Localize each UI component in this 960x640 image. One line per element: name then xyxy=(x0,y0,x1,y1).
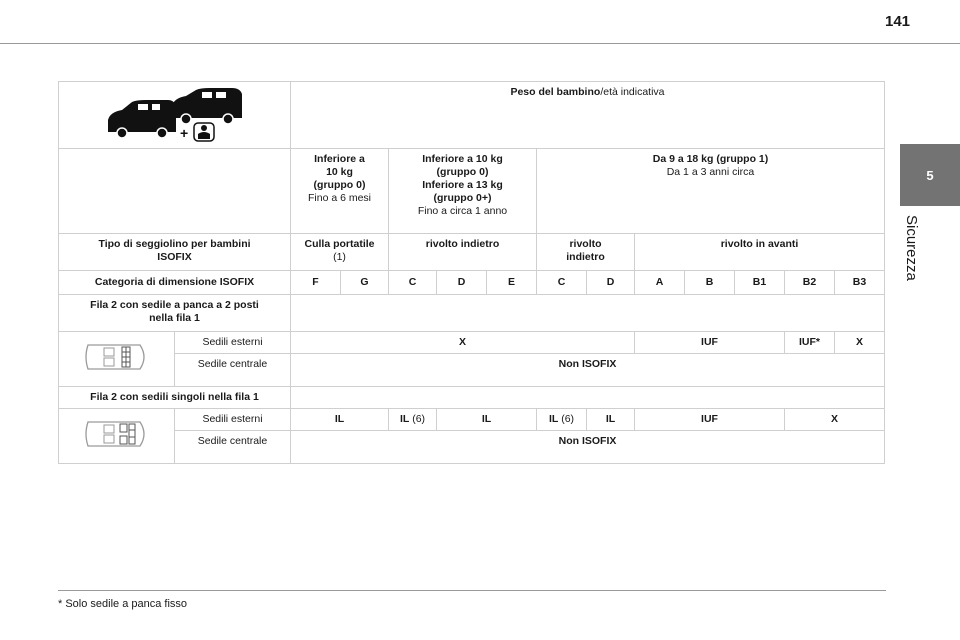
section2-il-3: IL xyxy=(437,409,537,431)
chapter-tab xyxy=(900,144,960,206)
section2-seat-icon-cell xyxy=(59,409,175,464)
rear-facing-cell-1: rivolto indietro xyxy=(389,234,537,271)
svg-text:+: + xyxy=(179,124,188,141)
section1-center-row xyxy=(59,354,885,387)
group-0-cell xyxy=(291,149,389,234)
section1-center-label: Sedile centrale xyxy=(175,354,291,387)
size-b2: B2 xyxy=(785,271,835,295)
section2-il-5: IL xyxy=(587,409,635,431)
seat-type-row xyxy=(59,234,885,271)
group-0-line1: Inferiore a xyxy=(314,153,365,165)
section1-title-line1: Fila 2 con sedile a panca a 2 posti xyxy=(90,299,259,311)
footnote: * Solo sedile a panca fisso xyxy=(58,598,188,610)
section2-il-4: IL xyxy=(548,413,559,425)
carrycot-cell xyxy=(291,234,389,271)
size-category-row xyxy=(59,271,885,295)
empty-cell xyxy=(291,295,885,332)
table-header-row xyxy=(59,82,885,149)
weight-header-cell xyxy=(291,82,885,149)
empty-cell xyxy=(291,387,885,409)
section2-il-4-cell xyxy=(537,409,587,431)
rear-facing-cell-2 xyxy=(537,234,635,271)
van-icon xyxy=(172,88,242,124)
size-f: F xyxy=(291,271,341,295)
section1-outer-iuf: IUF xyxy=(635,332,785,354)
seat-type-label xyxy=(59,234,291,271)
section1-title-row xyxy=(59,295,885,332)
footnote-divider xyxy=(58,590,886,591)
van-icons xyxy=(100,88,250,143)
vehicle-seats-top-view-icon xyxy=(82,339,152,375)
section2-outer-row xyxy=(59,409,885,431)
chapter-number: 5 xyxy=(926,167,934,183)
section2-il-2-cell xyxy=(389,409,437,431)
section1-outer-x: X xyxy=(291,332,635,354)
chapter-title-text: Sicurezza xyxy=(903,215,920,281)
section2-x: X xyxy=(785,409,885,431)
forward-facing-cell: rivolto in avanti xyxy=(635,234,885,271)
isofix-table xyxy=(58,81,885,464)
size-d2: D xyxy=(587,271,635,295)
section1-outer-iuf-star: IUF* xyxy=(785,332,835,354)
vehicle-seats-top-view-icon xyxy=(82,416,152,452)
section2-outer-label: Sedili esterni xyxy=(175,409,291,431)
group-2-line1: Da 9 a 18 kg (gruppo 1) xyxy=(652,153,769,165)
section1-seat-icon-cell xyxy=(59,332,175,387)
carrycot-label: Culla portatile xyxy=(304,238,375,250)
section2-center-label: Sedile centrale xyxy=(175,431,291,464)
section2-center-value: Non ISOFIX xyxy=(291,431,885,464)
section2-iuf: IUF xyxy=(635,409,785,431)
size-c2: C xyxy=(537,271,587,295)
size-b: B xyxy=(685,271,735,295)
size-b3: B3 xyxy=(835,271,885,295)
size-b1: B1 xyxy=(735,271,785,295)
section1-outer-x2: X xyxy=(835,332,885,354)
section2-title: Fila 2 con sedili singoli nella fila 1 xyxy=(59,387,291,409)
rear-facing-2-line2: indietro xyxy=(566,251,605,263)
section1-outer-label: Sedili esterni xyxy=(175,332,291,354)
section2-title-row xyxy=(59,387,885,409)
group-1-line3: Inferiore a 13 kg xyxy=(422,179,503,191)
empty-cell xyxy=(59,149,291,234)
section1-title xyxy=(59,295,291,332)
group-1-age: Fino a circa 1 anno xyxy=(417,205,508,217)
rear-facing-2-line1: rivolto xyxy=(569,238,602,250)
seat-type-label-line1: Tipo di seggiolino per bambini xyxy=(98,238,251,250)
section2-il-4-note: (6) xyxy=(561,413,575,425)
carrycot-note: (1) xyxy=(333,251,346,263)
header-divider xyxy=(0,43,960,44)
size-g: G xyxy=(341,271,389,295)
section1-title-line2: nella fila 1 xyxy=(149,312,200,324)
section2-center-row xyxy=(59,431,885,464)
size-a: A xyxy=(635,271,685,295)
chapter-title xyxy=(892,215,932,295)
group-0-age: Fino a 6 mesi xyxy=(307,192,372,204)
group-1-line2: (gruppo 0) xyxy=(436,166,489,178)
weight-header-bold: Peso del bambino xyxy=(510,86,601,98)
group-2-age: Da 1 a 3 anni circa xyxy=(666,166,755,178)
weight-groups-row xyxy=(59,149,885,234)
page-number: 141 xyxy=(885,13,911,30)
section2-il-2-note: (6) xyxy=(412,413,426,425)
section2-il-1: IL xyxy=(291,409,389,431)
group-0-line3: (gruppo 0) xyxy=(313,179,366,191)
group-0-line2: 10 kg xyxy=(326,166,353,178)
section2-il-2: IL xyxy=(399,413,410,425)
weight-header-rest: /età indicativa xyxy=(600,86,665,98)
van-icon xyxy=(108,100,176,138)
child-seat-icon xyxy=(180,123,214,141)
vehicle-icons-cell xyxy=(59,82,291,149)
section1-center-value: Non ISOFIX xyxy=(291,354,885,387)
seat-type-label-line2: ISOFIX xyxy=(157,251,192,263)
group-1-line4: (gruppo 0+) xyxy=(433,192,492,204)
group-1-cell xyxy=(537,149,885,234)
size-d: D xyxy=(437,271,487,295)
size-e: E xyxy=(487,271,537,295)
section1-outer-row xyxy=(59,332,885,354)
group-1-line1: Inferiore a 10 kg xyxy=(422,153,503,165)
size-c: C xyxy=(389,271,437,295)
group-0plus-cell xyxy=(389,149,537,234)
size-category-label: Categoria di dimensione ISOFIX xyxy=(59,271,291,295)
